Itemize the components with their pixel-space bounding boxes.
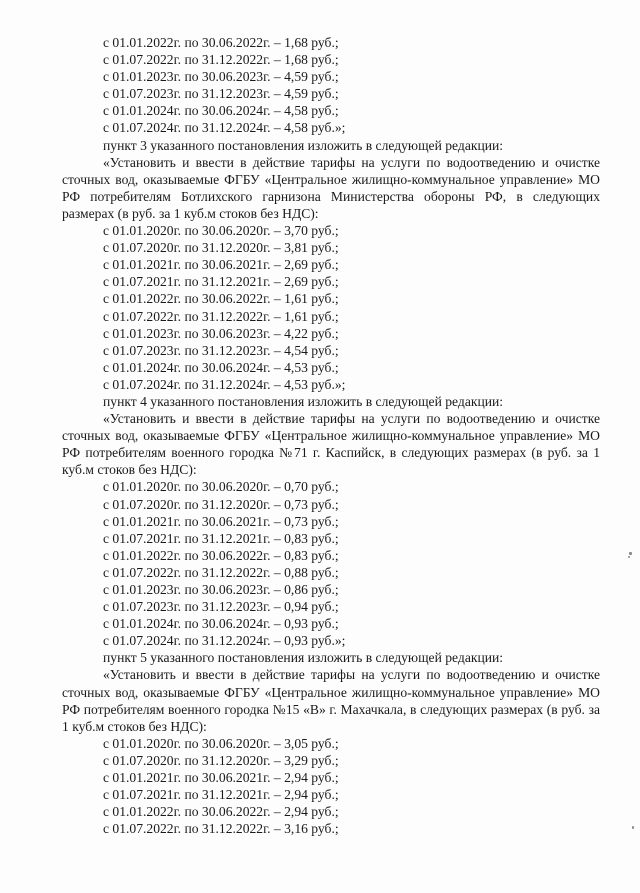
rate-line: с 01.01.2023г. по 30.06.2023г. – 4,59 руб.; [103, 69, 339, 85]
rate-line: с 01.01.2022г. по 30.06.2022г. – 0,83 руб.; [103, 547, 339, 563]
rate-line: с 01.07.2020г. по 31.12.2020г. – 0,73 руб.; [103, 496, 339, 512]
rate-line: с 01.01.2024г. по 30.06.2024г. – 4,53 руб.; [103, 359, 339, 375]
amendment-paragraph: «Установить и ввести в действие тарифы на услуги по водоотведению и очистке сточных вод, оказываемые ФГБУ «Центральное жилищно-коммунальное управление» МО РФ потребителям военного городка №15 «В» г. Махачкала, в следующих размерах (в руб. за 1 куб.м стоков без НДС): [62, 667, 600, 734]
rate-line: с 01.01.2021г. по 30.06.2021г. – 2,94 руб.; [103, 770, 339, 786]
amendment-paragraph: «Установить и ввести в действие тарифы на услуги по водоотведению и очистке сточных вод, оказываемые ФГБУ «Центральное жилищно-коммунальное управление» МО РФ потребителям военного городка №71 г. Каспийск, в следующих размерах (в руб. за 1 куб.м стоков без НДС): [62, 411, 600, 478]
rate-line: с 01.07.2023г. по 31.12.2023г. – 0,94 руб.; [103, 599, 339, 615]
rate-line: с 01.07.2020г. по 31.12.2020г. – 3,29 руб.; [103, 752, 339, 768]
rate-line: с 01.01.2020г. по 30.06.2020г. – 0,70 руб.; [103, 479, 339, 495]
amendment-point-5 [62, 649, 600, 837]
rate-line: с 01.07.2021г. по 31.12.2021г. – 2,69 руб.; [103, 274, 339, 290]
rate-line: с 01.01.2020г. по 30.06.2020г. – 3,05 руб.; [103, 735, 339, 751]
rate-line: с 01.07.2024г. по 31.12.2024г. – 0,93 руб.»; [103, 633, 346, 649]
scan-speck [628, 556, 630, 558]
rate-line: с 01.01.2023г. по 30.06.2023г. – 0,86 руб.; [103, 582, 339, 597]
rate-line: с 01.07.2022г. по 31.12.2022г. – 0,88 руб.; [103, 564, 339, 580]
scan-speck [632, 826, 634, 829]
rate-line: с 01.01.2021г. по 30.06.2021г. – 2,69 руб.; [103, 257, 339, 273]
amendment-intro: пункт 3 указанного постановления изложить в следующей редакции: [103, 137, 504, 153]
rate-line: с 01.07.2024г. по 31.12.2024г. – 4,58 руб.»; [103, 120, 346, 136]
amendment-point-4 [62, 393, 600, 649]
amendment-intro: пункт 4 указанного постановления изложить в следующей редакции: [103, 393, 504, 409]
rate-line: с 01.01.2022г. по 30.06.2022г. – 1,68 руб.; [103, 35, 339, 50]
rate-line: с 01.07.2024г. по 31.12.2024г. – 4,53 руб.»; [103, 376, 346, 392]
rate-line: с 01.01.2024г. по 30.06.2024г. – 4,58 руб.; [103, 103, 339, 119]
rate-line: с 01.07.2023г. по 31.12.2023г. – 4,54 руб.; [103, 342, 339, 358]
rate-line: с 01.07.2023г. по 31.12.2023г. – 4,59 руб.; [103, 86, 339, 102]
rate-line: с 01.01.2024г. по 30.06.2024г. – 0,93 руб.; [103, 616, 339, 632]
amendment-point-3 [62, 137, 600, 393]
amendment-paragraph: «Установить и ввести в действие тарифы на услуги по водоотведению и очистке сточных вод, оказываемые ФГБУ «Центральное жилищно-коммунальное управление» МО РФ потребителям Ботлихского гарнизона Министерства обороны РФ, в следующих размерах (в руб. за 1 куб.м стоков без НДС): [62, 154, 600, 221]
rate-line: с 01.01.2021г. по 30.06.2021г. – 0,73 руб.; [103, 513, 339, 529]
rate-line: с 01.07.2022г. по 31.12.2022г. – 1,61 руб.; [103, 308, 339, 324]
rate-line: с 01.07.2021г. по 31.12.2021г. – 0,83 руб.; [103, 530, 339, 546]
rate-line: с 01.07.2022г. по 31.12.2022г. – 3,16 руб.; [103, 821, 339, 837]
rate-line: с 01.01.2020г. по 30.06.2020г. – 3,70 руб.; [103, 223, 339, 239]
rate-list-continued [62, 34, 600, 137]
rate-line: с 01.01.2023г. по 30.06.2023г. – 4,22 руб.; [103, 325, 339, 341]
rate-line: с 01.01.2022г. по 30.06.2022г. – 2,94 руб.; [103, 804, 339, 820]
document-body [62, 34, 600, 837]
rate-line: с 01.01.2022г. по 30.06.2022г. – 1,61 руб.; [103, 291, 339, 307]
amendment-intro: пункт 5 указанного постановления изложить в следующей редакции: [103, 650, 504, 666]
rate-line: с 01.07.2020г. по 31.12.2020г. – 3,81 руб.; [103, 240, 339, 256]
scan-speck [629, 552, 632, 555]
rate-line: с 01.07.2021г. по 31.12.2021г. – 2,94 руб.; [103, 787, 339, 803]
rate-line: с 01.07.2022г. по 31.12.2022г. – 1,68 руб.; [103, 52, 339, 68]
